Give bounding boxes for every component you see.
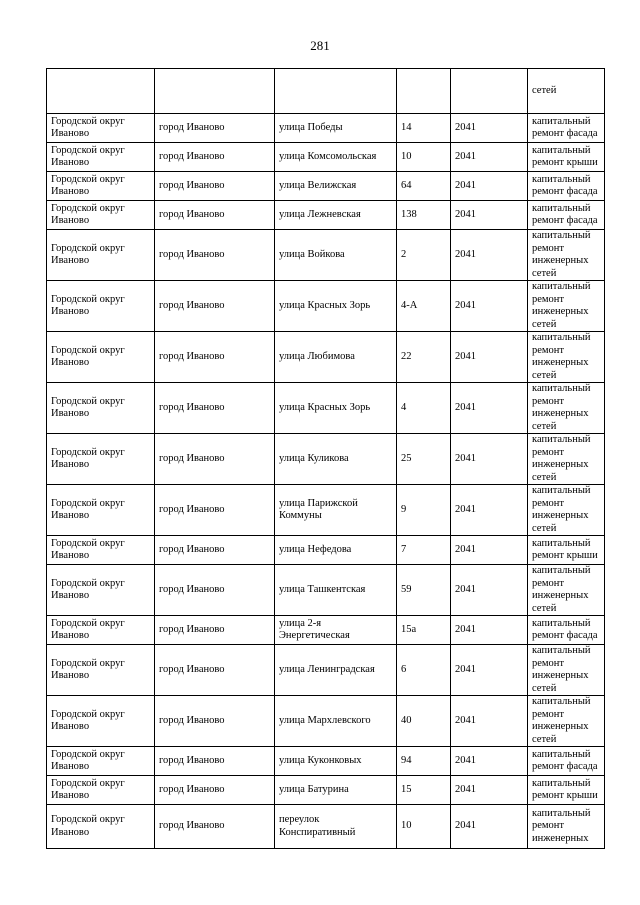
- cell-year: 2041: [451, 565, 528, 616]
- cell-work: капитальный ремонт инженерных сетей: [528, 383, 605, 434]
- cell-year: 2041: [451, 645, 528, 696]
- cell-work: капитальный ремонт фасада: [528, 172, 605, 201]
- cell-house: 59: [397, 565, 451, 616]
- cell-house: 10: [397, 805, 451, 849]
- table-row: [47, 332, 605, 383]
- cell-work: капитальный ремонт крыши: [528, 776, 605, 805]
- cell-work: капитальный ремонт фасада: [528, 616, 605, 645]
- cell-street: улица 2-я Энергетическая: [275, 616, 397, 645]
- cell-district: Городской округ Иваново: [47, 143, 155, 172]
- table-row: [47, 281, 605, 332]
- cell-year: [451, 69, 528, 114]
- table-row: [47, 696, 605, 747]
- table-body: [47, 69, 605, 849]
- cell-settlement: город Иваново: [155, 747, 275, 776]
- cell-settlement: город Иваново: [155, 281, 275, 332]
- cell-settlement: город Иваново: [155, 172, 275, 201]
- cell-street: улица Красных Зорь: [275, 383, 397, 434]
- cell-work: капитальный ремонт инженерных: [528, 805, 605, 849]
- cell-year: 2041: [451, 536, 528, 565]
- cell-district: Городской округ Иваново: [47, 747, 155, 776]
- cell-settlement: город Иваново: [155, 565, 275, 616]
- cell-year: 2041: [451, 332, 528, 383]
- cell-year: 2041: [451, 747, 528, 776]
- cell-settlement: город Иваново: [155, 230, 275, 281]
- cell-district: Городской округ Иваново: [47, 776, 155, 805]
- cell-settlement: город Иваново: [155, 645, 275, 696]
- cell-work: сетей: [528, 69, 605, 114]
- cell-year: 2041: [451, 281, 528, 332]
- cell-work: капитальный ремонт инженерных сетей: [528, 434, 605, 485]
- cell-street: улица Войкова: [275, 230, 397, 281]
- cell-work: капитальный ремонт инженерных сетей: [528, 281, 605, 332]
- cell-work: капитальный ремонт фасада: [528, 201, 605, 230]
- cell-work: капитальный ремонт крыши: [528, 536, 605, 565]
- cell-house: 15: [397, 776, 451, 805]
- cell-work: капитальный ремонт крыши: [528, 143, 605, 172]
- cell-work: капитальный ремонт инженерных сетей: [528, 696, 605, 747]
- cell-work: капитальный ремонт фасада: [528, 114, 605, 143]
- cell-settlement: город Иваново: [155, 143, 275, 172]
- cell-street: [275, 69, 397, 114]
- cell-street: улица Любимова: [275, 332, 397, 383]
- cell-house: 40: [397, 696, 451, 747]
- table-row-continuation: [47, 69, 605, 114]
- cell-street: улица Красных Зорь: [275, 281, 397, 332]
- table-row: [47, 565, 605, 616]
- cell-settlement: город Иваново: [155, 696, 275, 747]
- cell-district: Городской округ Иваново: [47, 434, 155, 485]
- cell-year: 2041: [451, 143, 528, 172]
- cell-district: Городской округ Иваново: [47, 485, 155, 536]
- table-row: [47, 747, 605, 776]
- cell-house: 7: [397, 536, 451, 565]
- cell-house: [397, 69, 451, 114]
- cell-settlement: [155, 69, 275, 114]
- cell-street: улица Велижская: [275, 172, 397, 201]
- cell-street: улица Куконковых: [275, 747, 397, 776]
- cell-district: Городской округ Иваново: [47, 696, 155, 747]
- cell-work: капитальный ремонт инженерных сетей: [528, 332, 605, 383]
- table-row: [47, 230, 605, 281]
- table-row: [47, 383, 605, 434]
- cell-district: Городской округ Иваново: [47, 805, 155, 849]
- cell-district: Городской округ Иваново: [47, 616, 155, 645]
- cell-street: улица Нефедова: [275, 536, 397, 565]
- cell-district: Городской округ Иваново: [47, 645, 155, 696]
- cell-street: улица Батурина: [275, 776, 397, 805]
- cell-settlement: город Иваново: [155, 485, 275, 536]
- cell-house: 9: [397, 485, 451, 536]
- cell-year: 2041: [451, 201, 528, 230]
- cell-street: улица Победы: [275, 114, 397, 143]
- cell-house: 10: [397, 143, 451, 172]
- cell-district: Городской округ Иваново: [47, 230, 155, 281]
- cell-year: 2041: [451, 114, 528, 143]
- cell-year: 2041: [451, 805, 528, 849]
- cell-year: 2041: [451, 230, 528, 281]
- cell-house: 6: [397, 645, 451, 696]
- table-row: [47, 645, 605, 696]
- cell-year: 2041: [451, 696, 528, 747]
- cell-work: капитальный ремонт фасада: [528, 747, 605, 776]
- table-row: [47, 434, 605, 485]
- cell-house: 15а: [397, 616, 451, 645]
- cell-year: 2041: [451, 776, 528, 805]
- cell-house: 2: [397, 230, 451, 281]
- table-row: [47, 485, 605, 536]
- cell-street: улица Комсомольская: [275, 143, 397, 172]
- cell-district: [47, 69, 155, 114]
- cell-settlement: город Иваново: [155, 332, 275, 383]
- cell-work: капитальный ремонт инженерных сетей: [528, 565, 605, 616]
- cell-district: Городской округ Иваново: [47, 281, 155, 332]
- table-row: [47, 114, 605, 143]
- table-row: [47, 536, 605, 565]
- cell-street: улица Парижской Коммуны: [275, 485, 397, 536]
- page-number: 281: [310, 38, 330, 53]
- cell-settlement: город Иваново: [155, 805, 275, 849]
- cell-street: улица Мархлевского: [275, 696, 397, 747]
- cell-street: улица Ленинградская: [275, 645, 397, 696]
- table-row: [47, 616, 605, 645]
- cell-work: капитальный ремонт инженерных сетей: [528, 230, 605, 281]
- cell-house: 138: [397, 201, 451, 230]
- cell-settlement: город Иваново: [155, 616, 275, 645]
- cell-settlement: город Иваново: [155, 383, 275, 434]
- cell-year: 2041: [451, 383, 528, 434]
- cell-street: улица Лежневская: [275, 201, 397, 230]
- cell-district: Городской округ Иваново: [47, 114, 155, 143]
- cell-settlement: город Иваново: [155, 776, 275, 805]
- cell-district: Городской округ Иваново: [47, 536, 155, 565]
- cell-year: 2041: [451, 616, 528, 645]
- cell-district: Городской округ Иваново: [47, 201, 155, 230]
- cell-house: 25: [397, 434, 451, 485]
- cell-year: 2041: [451, 172, 528, 201]
- cell-house: 22: [397, 332, 451, 383]
- housing-repair-table: [46, 68, 605, 849]
- cell-house: 94: [397, 747, 451, 776]
- cell-district: Городской округ Иваново: [47, 565, 155, 616]
- cell-district: Городской округ Иваново: [47, 172, 155, 201]
- cell-work: капитальный ремонт инженерных сетей: [528, 645, 605, 696]
- cell-settlement: город Иваново: [155, 434, 275, 485]
- cell-district: Городской округ Иваново: [47, 332, 155, 383]
- table-row: [47, 172, 605, 201]
- table-row: [47, 805, 605, 849]
- cell-house: 4-А: [397, 281, 451, 332]
- cell-house: 14: [397, 114, 451, 143]
- cell-year: 2041: [451, 485, 528, 536]
- cell-settlement: город Иваново: [155, 114, 275, 143]
- table-row: [47, 201, 605, 230]
- cell-settlement: город Иваново: [155, 201, 275, 230]
- cell-street: улица Куликова: [275, 434, 397, 485]
- cell-settlement: город Иваново: [155, 536, 275, 565]
- table-row: [47, 143, 605, 172]
- cell-house: 64: [397, 172, 451, 201]
- cell-work: капитальный ремонт инженерных сетей: [528, 485, 605, 536]
- cell-year: 2041: [451, 434, 528, 485]
- cell-district: Городской округ Иваново: [47, 383, 155, 434]
- table-row: [47, 776, 605, 805]
- cell-street: переулок Конспиративный: [275, 805, 397, 849]
- cell-house: 4: [397, 383, 451, 434]
- cell-street: улица Ташкентская: [275, 565, 397, 616]
